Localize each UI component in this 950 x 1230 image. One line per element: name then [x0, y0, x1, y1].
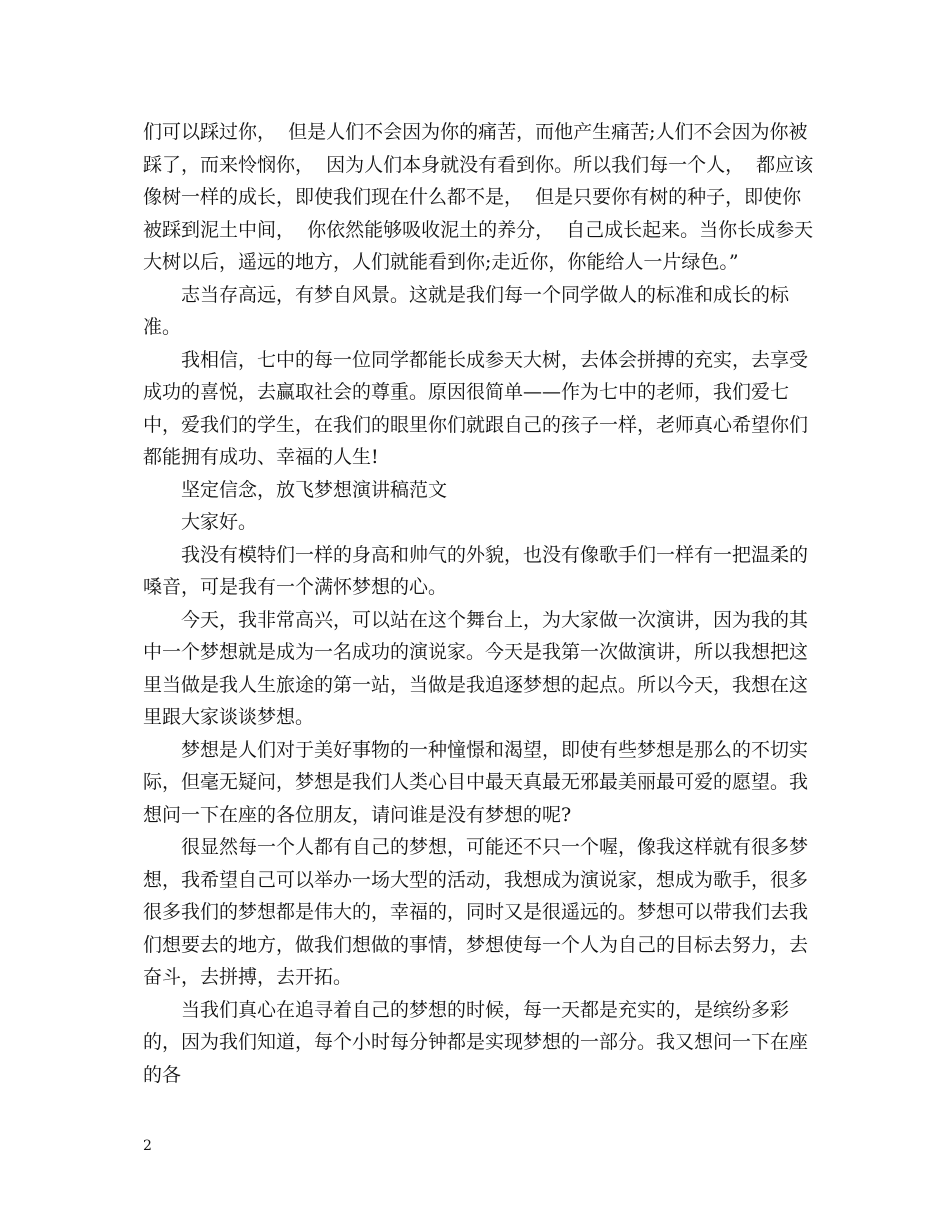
paragraph: 今天，我非常高兴，可以站在这个舞台上，为大家做一次演讲，因为我的其中一个梦想就是成为一名成功的演说家。今天是我第一次做演讲，所以我想把这里当做是我人生旅途的第一站，当做是我追逐梦想的起点。所以今天，我想在这里跟大家谈谈梦想。 [143, 608, 809, 728]
paragraph: 我没有模特们一样的身高和帅气的外貌，也没有像歌手们一样有一把温柔的嗓音，可是我有一个满怀梦想的心。 [143, 543, 809, 598]
paragraph: 志当存高远，有梦自风景。这就是我们每一个同学做人的标准和成长的标准。 [143, 283, 790, 338]
paragraph: 当我们真心在追寻着自己的梦想的时候，每一天都是充实的，是缤纷多彩的，因为我们知道，每个小时每分钟都是实现梦想的一部分。我又想问一下在座的各 [143, 998, 809, 1086]
paragraph: 我相信，七中的每一位同学都能长成参天大树，去体会拼搏的充实，去享受成功的喜悦，去赢取社会的尊重。原因很简单——作为七中的老师，我们爱七中，爱我们的学生，在我们的眼里你们就跟自己的孩子一样，老师真心希望你们都能拥有成功、幸福的人生! [143, 348, 809, 468]
paragraph: 梦想是人们对于美好事物的一种憧憬和渴望，即使有些梦想是那么的不切实际，但毫无疑问，梦想是我们人类心目中最天真最无邪最美丽最可爱的愿望。我想问一下在座的各位朋友，请问谁是没有梦想的呢? [143, 738, 809, 826]
greeting: 大家好。 [181, 511, 258, 533]
section-heading: 坚定信念，放飞梦想演讲稿范文 [181, 478, 448, 501]
document-body [143, 116, 818, 1091]
paragraph: 很显然每一个人都有自己的梦想，可能还不只一个喔，像我这样就有很多梦想，我希望自己可以举办一场大型的活动，我想成为演说家，想成为歌手，很多很多我们的梦想都是伟大的，幸福的，同时又是很遥远的。梦想可以带我们去我们想要去的地方，做我们想做的事情，梦想使每一个人为自己的目标去努力，去奋斗，去拼搏，去开拓。 [143, 836, 809, 988]
page-number: 2 [143, 1138, 152, 1154]
paragraph: 们可以踩过你， 但是人们不会因为你的痛苦，而他产生痛苦;人们不会因为你被踩了，而来怜悯你， 因为人们本身就没有看到你。所以我们每一个人， 都应该像树一样的成长，即使我们现在什么都不是， 但是只要你有树的种子，即使你被踩到泥土中间， 你依然能够吸收泥土的养分， 自己成长起来。当你长成参天大树以后，遥远的地方，人们就能看到你;走近你，你能给人一片绿色。” [143, 121, 814, 273]
